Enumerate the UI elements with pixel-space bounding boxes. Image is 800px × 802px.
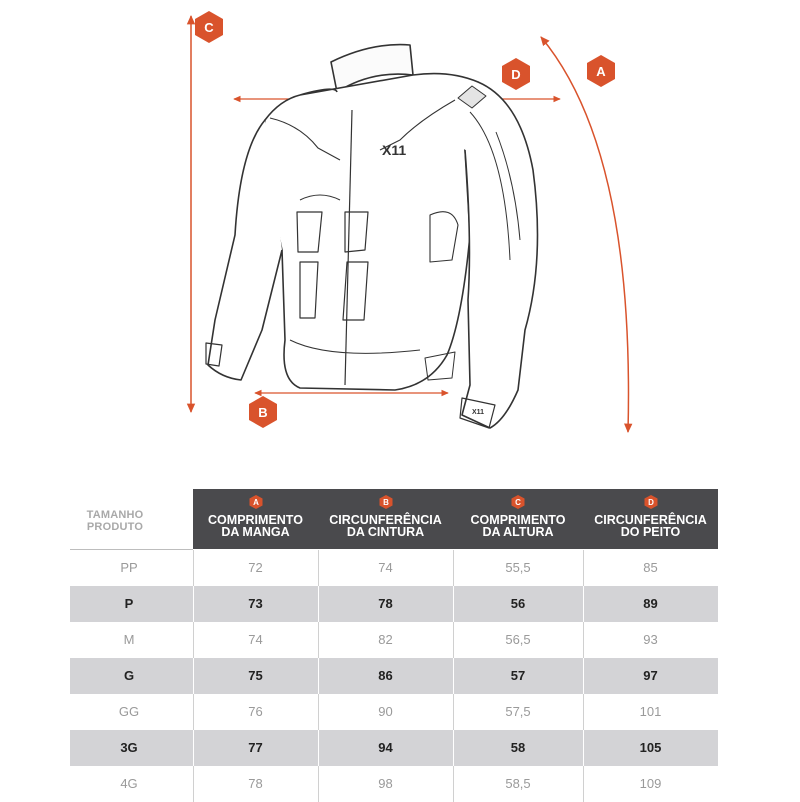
value-cell: 57	[510, 668, 526, 683]
table-row	[70, 550, 718, 586]
badge-b-letter: B	[258, 405, 268, 420]
badge-b	[249, 396, 277, 428]
value-cell: 74	[248, 632, 263, 647]
size-cell: G	[123, 668, 135, 683]
badge-a	[587, 55, 615, 87]
column-label-line2: DA CINTURA	[346, 525, 425, 539]
value-cell: 89	[643, 596, 658, 611]
value-cell: 78	[378, 596, 393, 611]
size-cell: M	[123, 632, 135, 647]
brand-logo: X11	[382, 142, 407, 158]
value-cell: 98	[378, 776, 393, 791]
size-cell: GG	[118, 704, 140, 719]
value-cell: 76	[248, 704, 263, 719]
column-hex-badge	[644, 495, 658, 509]
jacket-illustration	[206, 45, 538, 428]
value-cell: 94	[378, 740, 393, 755]
size-column-header	[70, 489, 193, 550]
table-row	[70, 586, 718, 622]
table-row	[70, 694, 718, 730]
value-cell: 58	[510, 740, 526, 755]
size-cell: 4G	[120, 776, 138, 791]
size-cell: PP	[120, 560, 138, 575]
column-label-line2: DA ALTURA	[482, 525, 554, 539]
column-hex-badge	[379, 495, 393, 509]
badge-d-letter: D	[511, 67, 521, 82]
badge-c-letter: C	[204, 20, 214, 35]
value-cell: 55,5	[505, 560, 531, 575]
column-label	[318, 514, 453, 538]
column-header-a	[193, 489, 318, 549]
size-table	[70, 489, 718, 791]
value-cell: 75	[248, 668, 263, 683]
value-cell: 105	[639, 740, 662, 755]
size-table-header	[70, 489, 718, 549]
value-cell: 73	[248, 596, 263, 611]
value-cell: 56	[510, 596, 526, 611]
column-label-line1: CIRCUNFERÊNCIA	[594, 513, 707, 527]
column-header-d	[583, 489, 718, 549]
column-label-line2: DA MANGA	[221, 525, 290, 539]
column-letter: C	[515, 498, 521, 508]
value-cell: 58,5	[505, 776, 531, 791]
value-cell: 57,5	[505, 704, 531, 719]
value-cell: 72	[248, 560, 263, 575]
brand-logo-cuff: X11	[472, 409, 485, 416]
size-column-label-line1: TAMANHO	[86, 509, 144, 521]
column-label-line1: COMPRIMENTO	[208, 513, 303, 527]
value-cell: 90	[378, 704, 393, 719]
badge-c	[195, 11, 223, 43]
table-row	[70, 730, 718, 766]
value-cell: 93	[643, 632, 658, 647]
column-label	[193, 514, 318, 538]
column-label-line1: CIRCUNFERÊNCIA	[329, 513, 442, 527]
size-cell: 3G	[120, 740, 138, 755]
value-cell: 86	[378, 668, 393, 683]
value-cell: 109	[639, 776, 662, 791]
value-cell: 56,5	[505, 632, 531, 647]
column-hex-badge	[511, 495, 525, 509]
size-cell: P	[124, 596, 134, 611]
value-cell: 82	[378, 632, 393, 647]
column-label-line1: COMPRIMENTO	[470, 513, 566, 527]
value-cell: 77	[248, 740, 263, 755]
measure-a-sleeve-arc	[541, 37, 628, 432]
badge-d	[502, 58, 530, 90]
value-cell: 74	[378, 560, 393, 575]
table-row	[70, 658, 718, 694]
column-label	[583, 514, 718, 538]
size-column-label-line2: PRODUTO	[86, 521, 144, 533]
column-letter: A	[252, 498, 259, 508]
badge-a-letter: A	[596, 64, 606, 79]
column-hex-badge	[249, 495, 263, 509]
column-letter: D	[647, 498, 654, 508]
column-letter: B	[382, 498, 389, 508]
column-header-b	[318, 489, 453, 549]
column-label-line2: DO PEITO	[620, 525, 681, 539]
value-cell: 85	[643, 560, 658, 575]
column-header-c	[453, 489, 583, 549]
column-label	[453, 514, 583, 538]
value-cell: 97	[643, 668, 658, 683]
value-cell: 101	[639, 704, 662, 719]
value-cell: 78	[248, 776, 263, 791]
table-row	[70, 766, 718, 802]
table-row	[70, 622, 718, 658]
